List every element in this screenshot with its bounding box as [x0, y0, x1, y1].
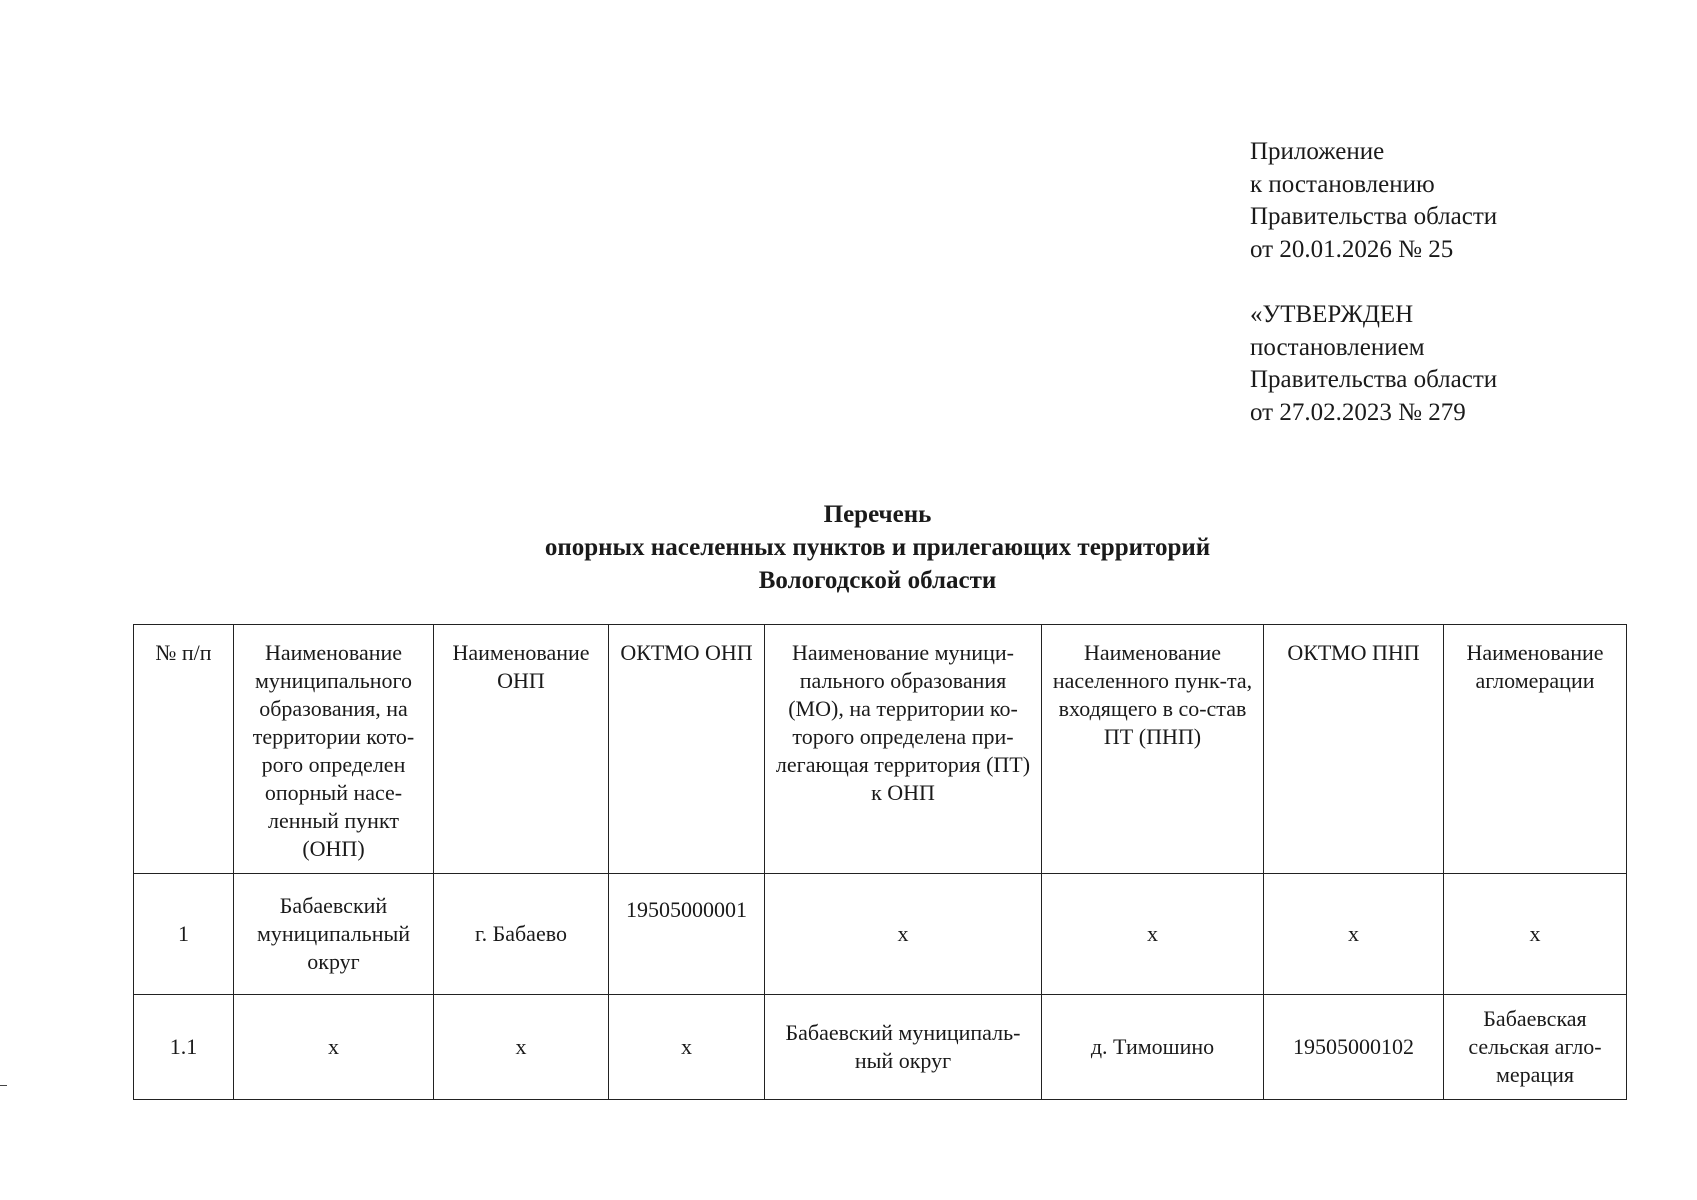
cell-onp-name: г. Бабаево [434, 874, 609, 995]
appendix-date: от 20.01.2026 № 25 [1250, 235, 1454, 263]
appendix-line: к постановлению [1250, 170, 1435, 198]
title-line: Вологодской области [758, 567, 997, 594]
cell-oktmo-onp: 19505000001 [609, 874, 765, 995]
header-oktmo-onp: ОКТМО ОНП [609, 625, 765, 874]
cell-mo-pt: х [765, 874, 1042, 995]
cell-agglomeration: х [1444, 874, 1627, 995]
header-mo-onp: Наименование муниципального образования, на территории кото-рого определен опорный насе-ленный пункт (ОНП) [234, 625, 434, 874]
cell-agglomeration: Бабаевская сельская агло-мерация [1444, 995, 1627, 1100]
header-pnp-name: Наименование населенного пунк-та, входящего в со-став ПТ (ПНП) [1042, 625, 1264, 874]
table-row [134, 995, 1627, 1100]
header-number: № п/п [134, 625, 234, 874]
approved-line: Правительства области [1250, 366, 1498, 393]
table-row [134, 874, 1627, 995]
appendix-spacer [1250, 266, 1497, 299]
cell-onp-name: х [434, 995, 609, 1100]
cell-mo-pt: Бабаевский муниципаль-ный округ [765, 995, 1042, 1100]
settlements-table [133, 624, 1627, 1100]
document-title [0, 498, 1697, 597]
header-onp-name: Наименование ОНП [434, 625, 609, 874]
cell-number: 1 [134, 874, 234, 995]
cell-oktmo-onp: х [609, 995, 765, 1100]
cell-oktmo-pnp: х [1264, 874, 1444, 995]
header-oktmo-pnp: ОКТМО ПНП [1264, 625, 1444, 874]
appendix-line: Приложение [1250, 138, 1385, 165]
approved-date: от 27.02.2023 № 279 [1250, 398, 1466, 426]
scan-margin-mark [0, 1085, 7, 1086]
appendix-line: Правительства области [1250, 203, 1498, 230]
cell-pnp-name: х [1042, 874, 1264, 995]
title-line: опорных населенных пунктов и прилегающих территорий [544, 534, 1211, 561]
cell-mo-onp: Бабаевский муниципальный округ [234, 874, 434, 995]
appendix-block [1250, 136, 1497, 429]
cell-number: 1.1 [134, 995, 234, 1100]
header-agglomeration: Наименование агломерации [1444, 625, 1627, 874]
approved-line: «УТВЕРЖДЕН [1250, 301, 1414, 328]
approved-line: постановлением [1250, 333, 1425, 361]
cell-oktmo-pnp: 19505000102 [1264, 995, 1444, 1100]
header-mo-pt: Наименование муници-пального образования (МО), на территории ко-торого определена при-легающая территория (ПТ) к ОНП [765, 625, 1042, 874]
cell-pnp-name: д. Тимошино [1042, 995, 1264, 1100]
title-line: Перечень [823, 501, 932, 528]
cell-mo-onp: х [234, 995, 434, 1100]
table-header-row [134, 625, 1627, 874]
